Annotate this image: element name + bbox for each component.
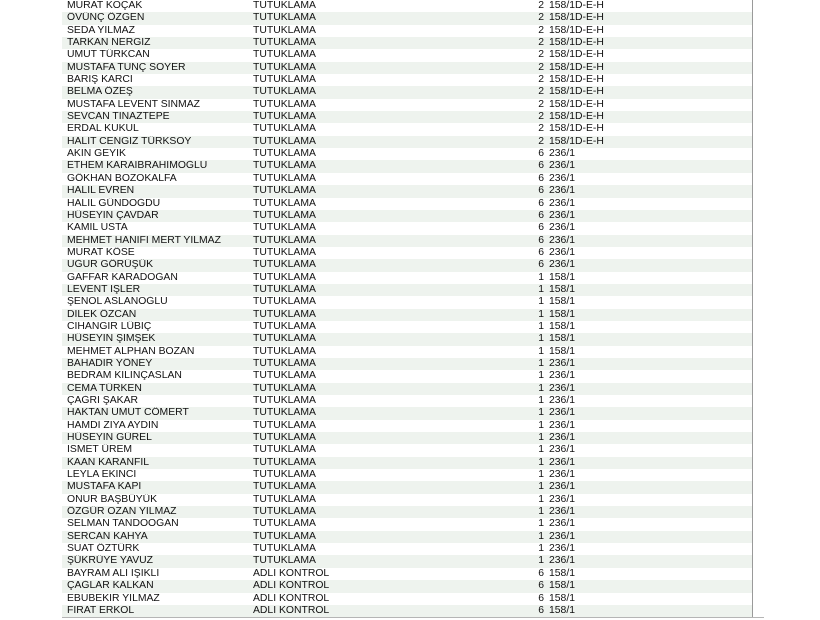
status-cell: TUTUKLAMA [253,271,316,283]
name-cell: BAYRAM ALİ IŞIKLI [67,567,160,579]
article-cell: 158/1 [549,567,576,579]
article-cell: 236/1 [549,259,576,271]
count-cell: 6 [538,234,544,246]
article-cell: 236/1 [549,444,576,456]
status-cell: TUTUKLAMA [253,185,316,197]
table-row [62,407,752,419]
article-cell: 158/1 [549,604,576,616]
count-cell: 2 [538,98,544,110]
status-cell: TUTUKLAMA [253,12,316,24]
table-row [62,568,752,580]
status-cell: TUTUKLAMA [253,111,316,123]
name-cell: CEMA TÜRKEN [67,382,142,394]
count-cell: 6 [538,172,544,184]
status-cell: TUTUKLAMA [253,222,316,234]
status-cell: TUTUKLAMA [253,296,316,308]
count-cell: 1 [538,518,544,530]
name-cell: KAMİL USTA [67,222,128,234]
article-cell: 236/1 [549,246,576,258]
count-cell: 1 [538,555,544,567]
table-row [62,457,752,469]
count-cell: 1 [538,469,544,481]
status-cell: TUTUKLAMA [253,24,316,36]
name-cell: UĞUR GÖRÜŞÜK [67,259,154,271]
name-cell: HÜSEYİN GÜREL [67,432,152,444]
article-cell: 158/1 [549,580,576,592]
count-cell: 1 [538,432,544,444]
status-cell: TUTUKLAMA [253,357,316,369]
count-cell: 2 [538,86,544,98]
article-cell: 158/1D-E-H [549,49,604,61]
status-cell: TUTUKLAMA [253,86,316,98]
name-cell: ERDAL KUKUL [67,123,139,135]
count-cell: 2 [538,61,544,73]
name-cell: HÜSEYİN ŞİMŞEK [67,333,156,345]
count-cell: 2 [538,111,544,123]
status-cell: TUTUKLAMA [253,135,316,147]
count-cell: 6 [538,246,544,258]
table-row [62,74,752,86]
count-cell: 2 [538,24,544,36]
status-cell: TUTUKLAMA [253,320,316,332]
status-cell: TUTUKLAMA [253,370,316,382]
table-row [62,444,752,456]
count-cell: 1 [538,395,544,406]
name-cell: SEDA YILMAZ [67,24,135,36]
count-cell: 2 [538,12,544,24]
article-cell: 236/1 [549,160,576,172]
table-row [62,0,752,12]
status-cell: TUTUKLAMA [253,98,316,110]
name-cell: EBUBEKİR YILMAZ [67,592,160,604]
status-cell: TUTUKLAMA [253,0,316,11]
table-row [62,222,752,234]
status-cell: TUTUKLAMA [253,160,316,172]
article-cell: 236/1 [549,234,576,246]
name-cell: GAFFAR KARADOĞAN [67,271,178,283]
status-cell: TUTUKLAMA [253,148,316,160]
name-cell: ŞÜKRÜYE YAVUZ [67,555,154,567]
article-cell: 158/1 [549,283,576,295]
table-row [62,555,752,567]
status-cell: TUTUKLAMA [253,333,316,345]
article-cell: 158/1 [549,296,576,308]
name-cell: HALİL EVREN [67,185,135,197]
article-cell: 158/1 [549,333,576,345]
article-cell: 158/1 [549,320,576,332]
count-cell: 2 [538,49,544,61]
status-cell: ADLİ KONTROL [253,580,330,592]
table-row [62,506,752,518]
article-cell: 236/1 [549,209,576,221]
count-cell: 1 [538,506,544,518]
article-cell: 236/1 [549,469,576,481]
status-cell: ADLİ KONTROL [253,592,330,604]
count-cell: 1 [538,357,544,369]
count-cell: 6 [538,185,544,197]
name-cell: MUSTAFA KAPI [67,481,142,493]
table-row [62,259,752,271]
count-cell: 6 [538,209,544,221]
name-cell: BAHADIR YÖNEY [67,357,153,369]
status-cell: TUTUKLAMA [253,197,316,209]
table-row [62,37,752,49]
table-row [62,605,752,617]
name-cell: MUSTAFA TUNÇ SOYER [67,61,186,73]
table-row [62,185,752,197]
name-cell: FIRAT ERKOL [67,604,135,616]
table-row [62,284,752,296]
name-cell: HAKTAN UMUT CÖMERT [67,407,189,419]
table-row [62,358,752,370]
count-cell: 1 [538,493,544,505]
status-cell: TUTUKLAMA [253,234,316,246]
status-cell: TUTUKLAMA [253,61,316,73]
status-cell: TUTUKLAMA [253,469,316,481]
status-cell: TUTUKLAMA [253,444,316,456]
article-cell: 158/1 [549,345,576,357]
article-cell: 236/1 [549,506,576,518]
table-row [62,346,752,358]
status-cell: TUTUKLAMA [253,395,316,406]
count-cell: 1 [538,370,544,382]
table-row [62,432,752,444]
table-row [62,518,752,530]
count-cell: 1 [538,444,544,456]
article-cell: 236/1 [549,543,576,555]
count-cell: 6 [538,604,544,616]
status-cell: TUTUKLAMA [253,209,316,221]
status-cell: TUTUKLAMA [253,283,316,295]
name-cell: SUAT ÖZTÜRK [67,543,140,555]
name-cell: HALİT CENGİZ TÜRKSOY [67,135,192,147]
table-row [62,272,752,284]
name-cell: BARIŞ KARCI [67,74,133,86]
count-cell: 6 [538,567,544,579]
status-cell: TUTUKLAMA [253,493,316,505]
table-row [62,309,752,321]
table-row [62,543,752,555]
table-row [62,136,752,148]
article-cell: 236/1 [549,370,576,382]
name-cell: HALİL GÜNDOĞDU [67,197,161,209]
name-cell: MUSTAFA LEVENT SINMAZ [67,98,200,110]
name-cell: KAAN KARANFİL [67,456,149,468]
status-cell: TUTUKLAMA [253,74,316,86]
article-cell: 158/1D-E-H [549,135,604,147]
count-cell: 1 [538,345,544,357]
status-cell: TUTUKLAMA [253,530,316,542]
table-row [62,111,752,123]
count-cell: 1 [538,333,544,345]
article-cell: 158/1D-E-H [549,0,604,11]
status-cell: TUTUKLAMA [253,506,316,518]
table-row [62,420,752,432]
name-cell: SELMAN TANDOOĞAN [67,518,179,530]
table-row [62,12,752,24]
status-cell: TUTUKLAMA [253,345,316,357]
status-cell: TUTUKLAMA [253,518,316,530]
table-row [62,62,752,74]
name-cell: MURAT KOÇAK [67,0,143,11]
status-cell: TUTUKLAMA [253,481,316,493]
count-cell: 1 [538,407,544,419]
table-row [62,198,752,210]
status-cell: ADLİ KONTROL [253,567,330,579]
count-cell: 1 [538,456,544,468]
table-row [62,99,752,111]
count-cell: 1 [538,382,544,394]
article-cell: 158/1D-E-H [549,12,604,24]
article-cell: 158/1D-E-H [549,123,604,135]
table-bottom-border [62,617,764,618]
article-cell: 236/1 [549,148,576,160]
name-cell: HAMDİ ZİYA AYDIN [67,419,159,431]
status-cell: TUTUKLAMA [253,456,316,468]
status-cell: TUTUKLAMA [253,382,316,394]
name-cell: LEYLA EKİNCİ [67,469,137,481]
name-cell: BELMA ÖZEŞ [67,86,133,98]
name-cell: MURAT KÖSE [67,246,135,258]
article-cell: 236/1 [549,382,576,394]
status-cell: TUTUKLAMA [253,37,316,49]
name-cell: ŞENOL ASLANOĞLU [67,296,168,308]
article-cell: 236/1 [549,357,576,369]
table-row [62,395,752,407]
count-cell: 6 [538,259,544,271]
article-cell: 158/1 [549,592,576,604]
count-cell: 1 [538,271,544,283]
status-cell: ADLİ KONTROL [253,604,330,616]
article-cell: 158/1 [549,271,576,283]
count-cell: 6 [538,160,544,172]
table-row [62,370,752,382]
table-row [62,235,752,247]
article-cell: 236/1 [549,172,576,184]
name-cell: BEDRAM KILINÇASLAN [67,370,182,382]
article-cell: 236/1 [549,456,576,468]
name-cell: SERCAN KAHYA [67,530,148,542]
article-cell: 158/1 [549,308,576,320]
table-row [62,580,752,592]
article-cell: 158/1D-E-H [549,37,604,49]
table-row [62,123,752,135]
name-cell: DİLEK ÖZCAN [67,308,137,320]
table-row [62,160,752,172]
count-cell: 1 [538,320,544,332]
count-cell: 2 [538,135,544,147]
status-cell: TUTUKLAMA [253,419,316,431]
table-row [62,210,752,222]
spreadsheet-table [62,0,753,618]
article-cell: 236/1 [549,481,576,493]
article-cell: 158/1D-E-H [549,61,604,73]
name-cell: HÜSEYİN ÇAVDAR [67,209,159,221]
status-cell: TUTUKLAMA [253,308,316,320]
name-cell: TARKAN NERGİZ [67,37,151,49]
article-cell: 236/1 [549,555,576,567]
name-cell: ÖZGÜR OZAN YILMAZ [67,506,177,518]
count-cell: 2 [538,123,544,135]
count-cell: 1 [538,481,544,493]
article-cell: 236/1 [549,530,576,542]
table-row [62,173,752,185]
table-row [62,593,752,605]
status-cell: TUTUKLAMA [253,555,316,567]
table-row [62,531,752,543]
article-cell: 236/1 [549,185,576,197]
table-row [62,49,752,61]
table-row [62,469,752,481]
count-cell: 1 [538,283,544,295]
article-cell: 236/1 [549,493,576,505]
count-cell: 6 [538,197,544,209]
count-cell: 1 [538,308,544,320]
name-cell: AKIN GEYİK [67,148,126,160]
table-row [62,25,752,37]
table-row [62,296,752,308]
article-cell: 158/1D-E-H [549,24,604,36]
name-cell: MEHMET ALPHAN BOZAN [67,345,195,357]
count-cell: 6 [538,148,544,160]
status-cell: TUTUKLAMA [253,543,316,555]
name-cell: LEVENT İŞLER [67,283,141,295]
count-cell: 1 [538,419,544,431]
count-cell: 6 [538,580,544,592]
name-cell: ETHEM KARAİBRAHİMOĞLU [67,160,208,172]
count-cell: 1 [538,530,544,542]
table-row [62,247,752,259]
article-cell: 236/1 [549,222,576,234]
status-cell: TUTUKLAMA [253,259,316,271]
table-body [62,0,752,617]
article-cell: 158/1D-E-H [549,74,604,86]
article-cell: 236/1 [549,407,576,419]
table-row [62,333,752,345]
table-row [62,86,752,98]
name-cell: MEHMET HANİFİ MERT YILMAZ [67,234,221,246]
count-cell: 2 [538,0,544,11]
table-row [62,148,752,160]
name-cell: ONUR BAŞBÜYÜK [67,493,158,505]
status-cell: TUTUKLAMA [253,407,316,419]
count-cell: 6 [538,592,544,604]
count-cell: 2 [538,74,544,86]
article-cell: 236/1 [549,197,576,209]
count-cell: 1 [538,543,544,555]
article-cell: 236/1 [549,395,576,406]
status-cell: TUTUKLAMA [253,432,316,444]
name-cell: ÇAĞRI ŞAKAR [67,395,139,406]
status-cell: TUTUKLAMA [253,246,316,258]
article-cell: 158/1D-E-H [549,98,604,110]
name-cell: İSMET ÜREM [67,444,133,456]
article-cell: 236/1 [549,518,576,530]
table-row [62,481,752,493]
status-cell: TUTUKLAMA [253,172,316,184]
article-cell: 236/1 [549,432,576,444]
status-cell: TUTUKLAMA [253,49,316,61]
name-cell: CİHANGİR LÜBİÇ [67,320,152,332]
name-cell: ÖVÜNÇ ÖZGEN [67,12,145,24]
name-cell: UMUT TÜRKCAN [67,49,150,61]
count-cell: 6 [538,222,544,234]
count-cell: 2 [538,37,544,49]
article-cell: 158/1D-E-H [549,111,604,123]
count-cell: 1 [538,296,544,308]
name-cell: SEVCAN TINAZTEPE [67,111,170,123]
table-row [62,494,752,506]
name-cell: GÖKHAN BOZOKALFA [67,172,177,184]
table-row [62,321,752,333]
article-cell: 158/1D-E-H [549,86,604,98]
table-row [62,383,752,395]
name-cell: ÇAĞLAR KALKAN [67,580,154,592]
status-cell: TUTUKLAMA [253,123,316,135]
article-cell: 236/1 [549,419,576,431]
